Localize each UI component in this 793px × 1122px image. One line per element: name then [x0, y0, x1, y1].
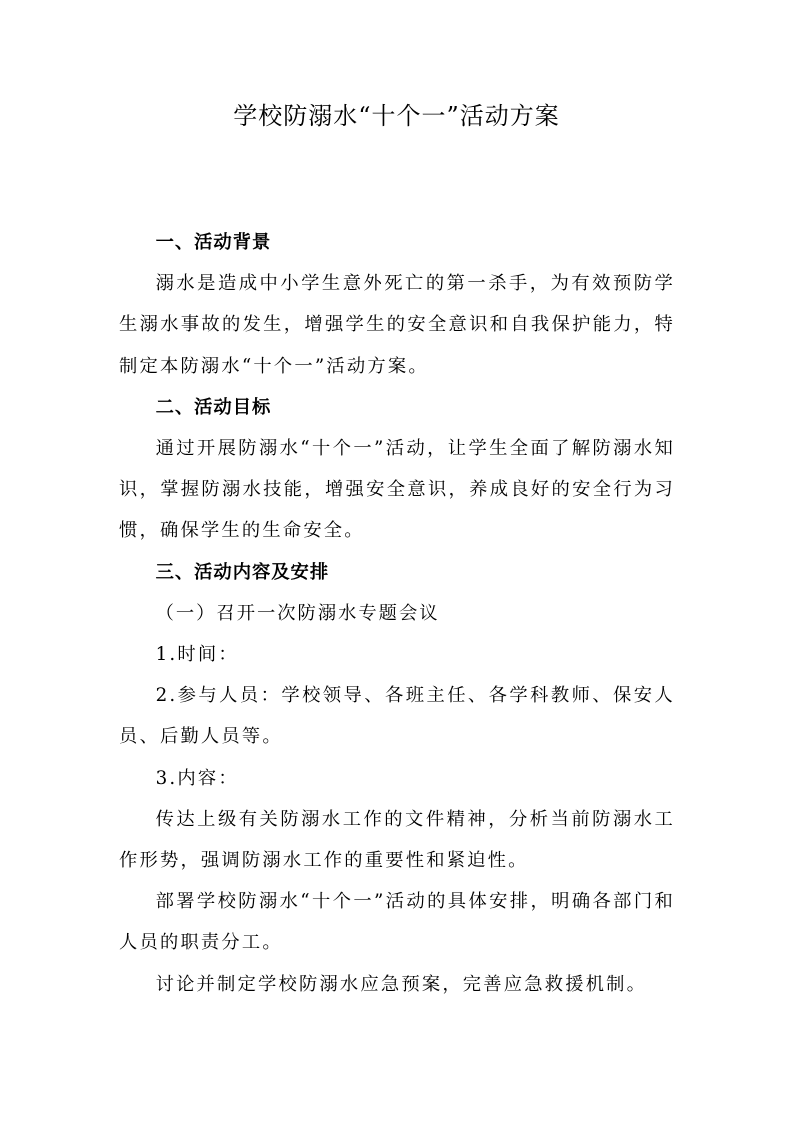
section-heading-goals: 二、活动目标 — [155, 396, 272, 418]
paragraph-content-3: 讨论并制定学校防溺水应急预案，完善应急救援机制。 — [155, 973, 648, 995]
paragraph-background: 溺水是造成中小学生意外死亡的第一杀手，为有效预防学生溺水事故的发生，增强学生的安全意识和自我保护能力，特制定本防溺水“十个一”活动方案。 — [119, 273, 675, 377]
document-title: 学校防溺水“十个一”活动方案 — [233, 102, 560, 130]
paragraph-content-2: 部署学校防溺水“十个一”活动的具体安排，明确各部门和人员的职责分工。 — [119, 891, 675, 954]
paragraph-goals: 通过开展防溺水“十个一”活动，让学生全面了解防溺水知识，掌握防溺水技能，增强安全意识，养成良好的安全行为习惯，确保学生的生命安全。 — [119, 438, 675, 542]
document-body — [119, 222, 675, 1005]
list-item-content: 3.内容： — [155, 767, 239, 789]
subsection-heading-meeting: （一）召开一次防溺水专题会议 — [155, 602, 440, 624]
paragraph-content-1: 传达上级有关防溺水工作的文件精神，分析当前防溺水工作形势，强调防溺水工作的重要性和紧迫性。 — [119, 808, 675, 872]
section-heading-content: 三、活动内容及安排 — [155, 561, 330, 583]
list-item-time: 1.时间： — [155, 644, 239, 666]
section-heading-background: 一、活动背景 — [155, 232, 272, 253]
list-item-participants: 2.参与人员：学校领导、各班主任、各学科教师、保安人员、后勤人员等。 — [119, 685, 675, 748]
